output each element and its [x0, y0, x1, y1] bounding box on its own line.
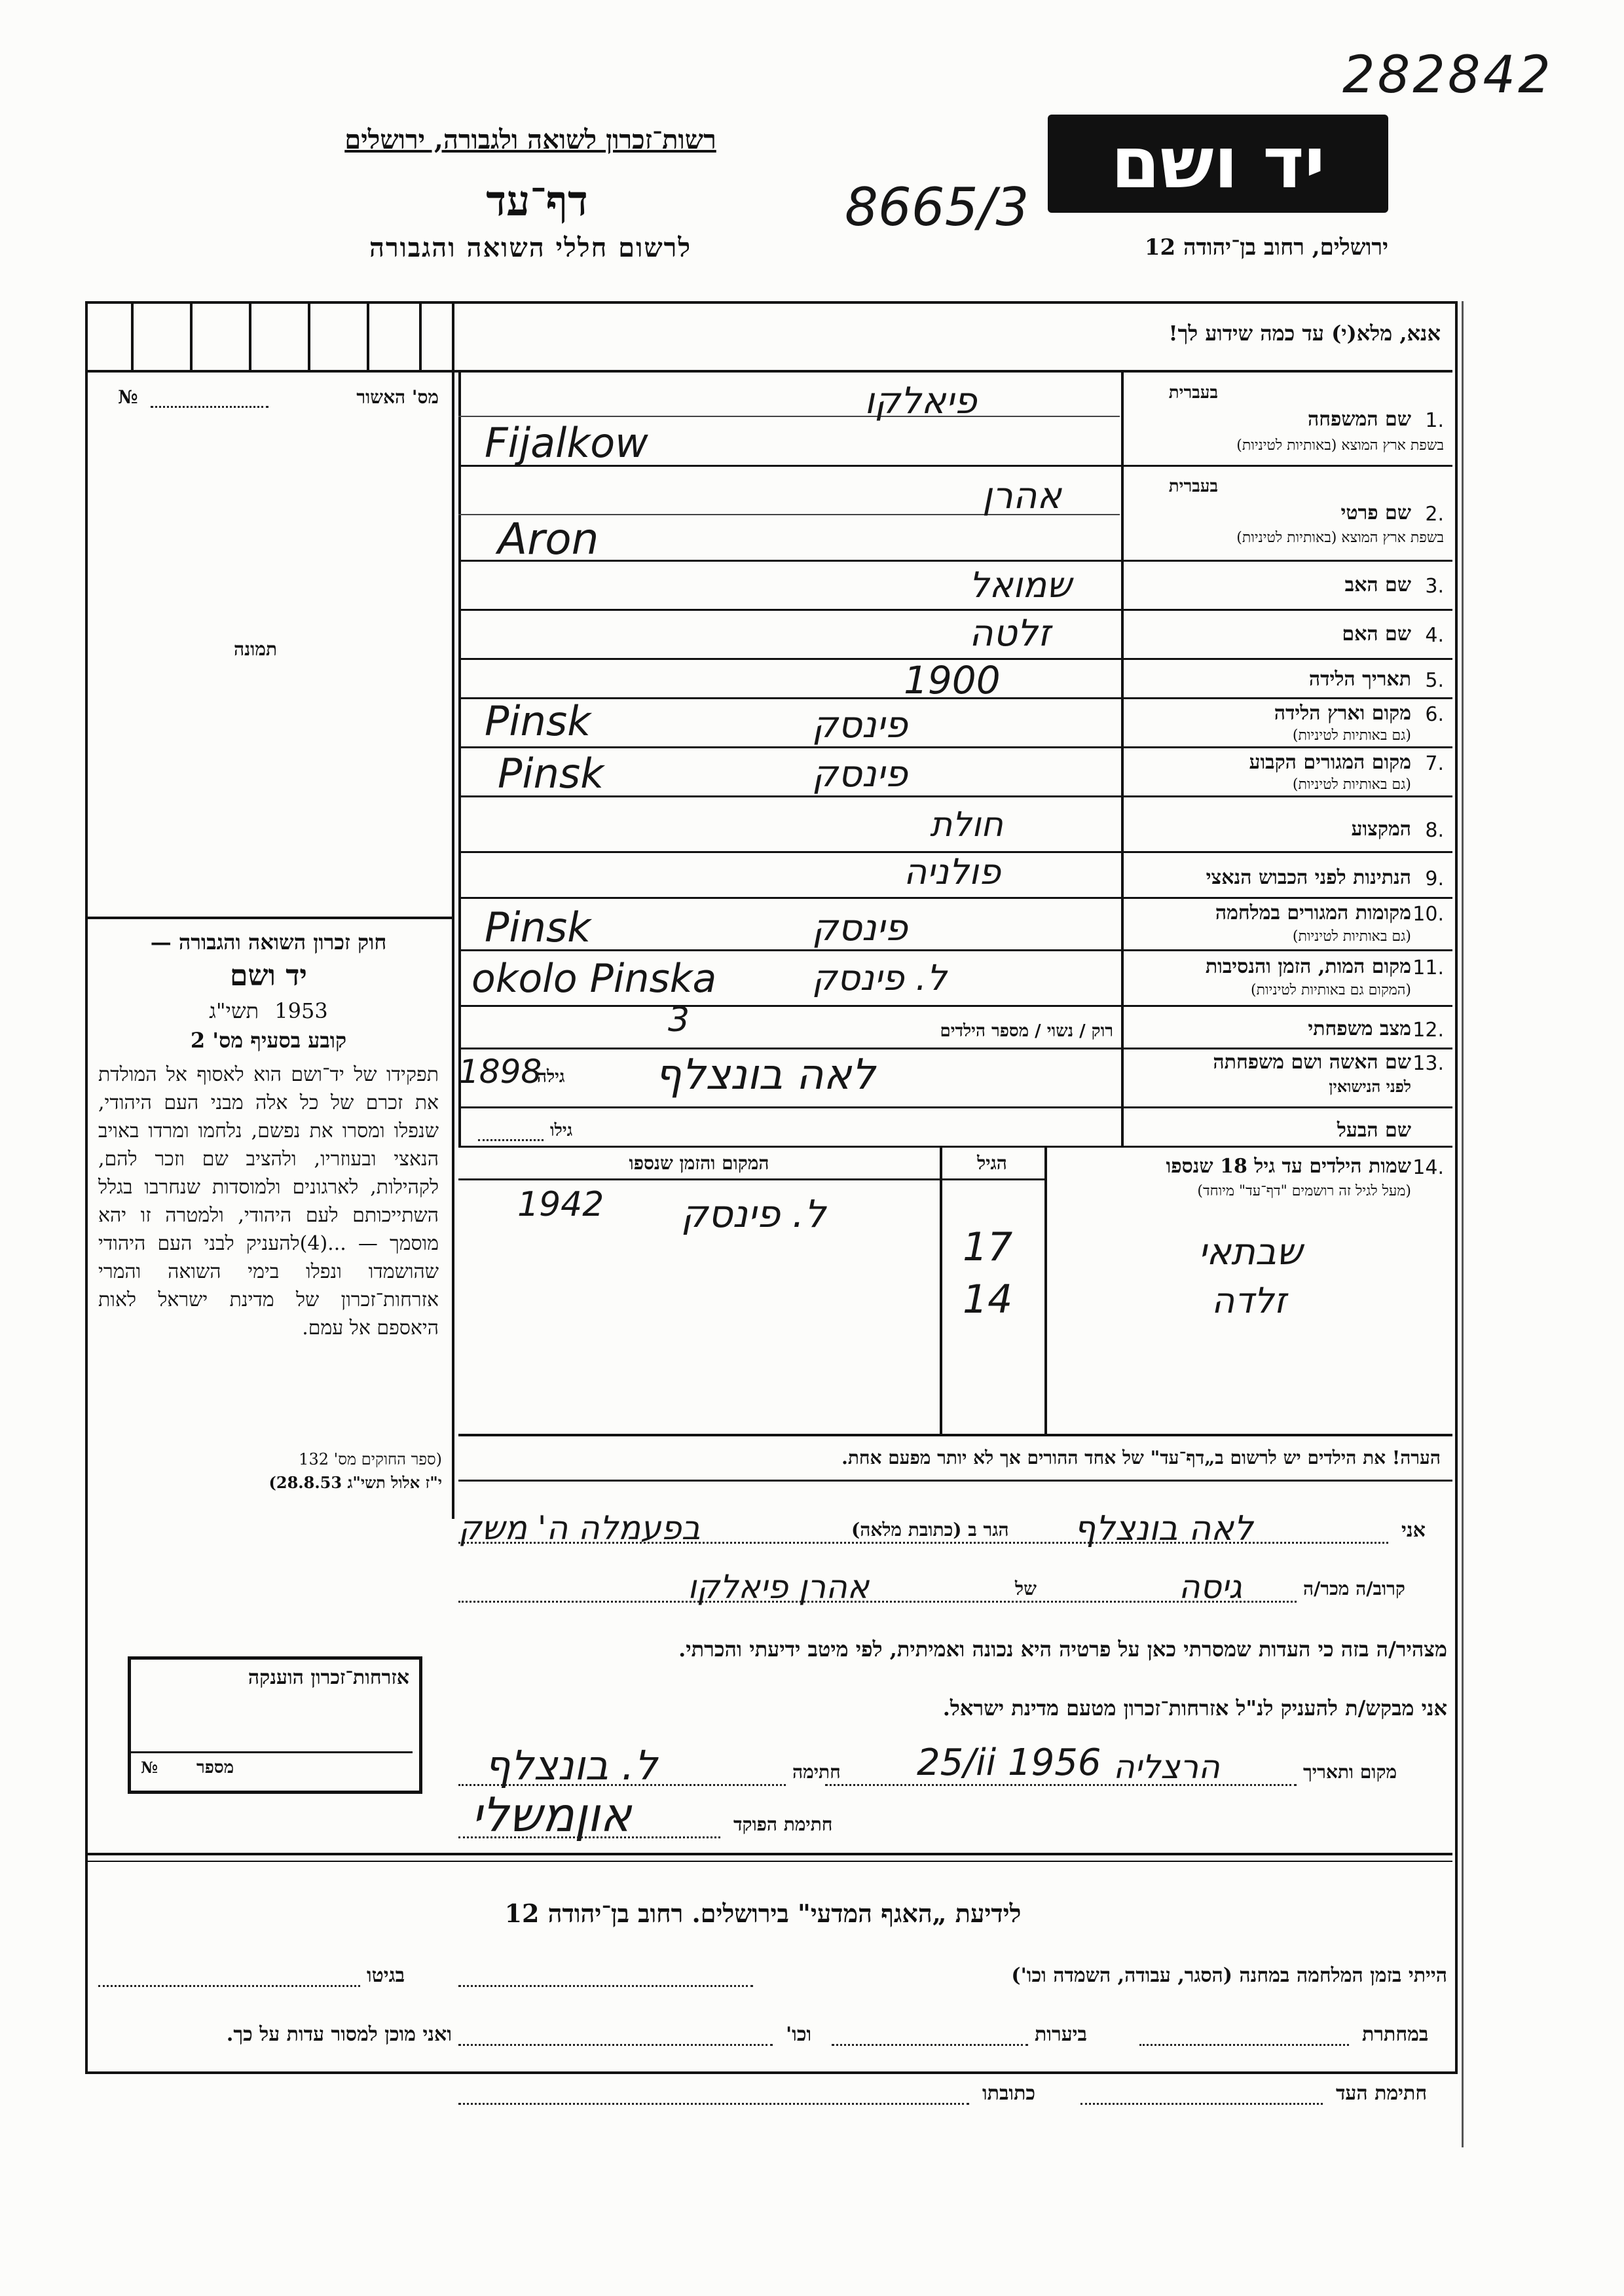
field-11-sub: (המקום גם באותיות לטיניות) [1251, 982, 1411, 998]
signature-line [458, 1784, 786, 1786]
row-line [458, 1106, 1452, 1108]
children-place-he[interactable]: ל. פינסק [681, 1192, 826, 1236]
value-wartime-latin[interactable]: Pinsk [485, 903, 591, 951]
logo [1048, 115, 1388, 213]
field-13-sub: לפני הנישואין [1329, 1077, 1411, 1096]
field-6-sub: (גם באותיות לטיניות) [1292, 727, 1411, 744]
value-given-latin[interactable]: Aron [498, 514, 599, 564]
husband-label: שם הבעל [1337, 1119, 1411, 1142]
photo-frame-tick [308, 301, 310, 370]
field-12-num: 12. [1412, 1019, 1444, 1042]
law-year-he: תשי"ג [209, 998, 259, 1023]
approval-no-sign: № [118, 386, 138, 408]
value-profession[interactable]: חולת [930, 805, 1003, 845]
instruction-text: אנא, מלא(י) עד כמה שידוע לך! [1168, 321, 1441, 346]
relative-label: קרוב/ה מכר/ה [1303, 1578, 1405, 1599]
row-line [458, 746, 1452, 748]
husband-age-field[interactable] [478, 1139, 544, 1141]
child-name-2[interactable]: זלדה [1211, 1280, 1287, 1321]
form-title: דף־עד [486, 177, 588, 226]
field-2-label: שם פרטי [1340, 501, 1411, 524]
field-1-tag: בעברית [1168, 383, 1218, 403]
field-8-label: המקצוע [1351, 818, 1411, 841]
field-father-name [1126, 563, 1447, 609]
children-col-line [940, 1146, 942, 1434]
field-8-num: 8. [1425, 819, 1444, 842]
value-wife-name[interactable]: לאה בונצלף [655, 1051, 876, 1099]
law-year [95, 998, 442, 1023]
field-4-num: 4. [1425, 624, 1444, 647]
citizenship-number-line [131, 1751, 413, 1753]
forests-field[interactable] [832, 2044, 1028, 2046]
field-7-sub: (גם באותיות לטיניות) [1292, 776, 1411, 793]
labels-column-divider [1121, 370, 1124, 1146]
value-family-he[interactable]: פיאלקו [864, 380, 977, 422]
law-ref-1: (ספר החוקים מס' 132 [299, 1450, 442, 1468]
approval-label: מס' האשור [356, 386, 439, 408]
value-birth-place-he[interactable]: פינסק [812, 704, 908, 746]
children-separator [458, 1434, 1452, 1436]
field-given-name [1126, 471, 1447, 560]
law-name: יד ושם [230, 959, 307, 993]
citizenship-no-sign: № [141, 1758, 158, 1777]
value-mother[interactable]: זלטה [969, 612, 1051, 655]
header-address: ירושלים, רחוב בן־יהודה 12 [1144, 234, 1388, 261]
declare-text: מצהיר/ה בזה כי העדות שמסרתי כאן על פרטיה היא נכונה ואמיתית, לפי מיטב ידיעתי והכרתי. [678, 1637, 1447, 1662]
field-nationality [1126, 854, 1447, 897]
law-clause: קובע בסעיף מס' 2 [190, 1028, 347, 1053]
relation-value[interactable]: גיסה [1179, 1568, 1242, 1606]
signature-value[interactable]: ל. בונצלף [485, 1741, 657, 1789]
info-line1-a: הייתי בזמן המלחמה במחנה (הסגר, עבודה, השמדה וכו') [1011, 1964, 1447, 1987]
field-10-label: מקומות המגורים במלחמה [1215, 902, 1411, 924]
declarant-line [458, 1542, 1388, 1544]
row-line [458, 1048, 1452, 1049]
place-date-line [825, 1784, 1297, 1786]
law-body: תפקידו של יד־ושם הוא לאסוף אל המולדת את זכרם של כל אלה מבני העם היהודי, שנפלו ומסרו את נפשם, נלחמו ומרדו באויב הנאצי ובעוזריו, ולהציב שם וזכר להם, לקהילות, לארגונים ולמוסדות שנחרבו בגלל השתייכותם לעם היהודי, ולמטרה זו יהא מוסמך — ...(4)להעניק לבני העם היהודי שהושמדו ונפלו בימי השואה והמרי אזרחות־זכרון של מדינת ישראל לאות היאספם אל עמם. [98, 1063, 439, 1339]
field-9-num: 9. [1425, 867, 1444, 890]
form-subtitle: לרשום חללי השואה והגבורה [369, 232, 692, 263]
info-line2-c: וכו' [786, 2023, 812, 2046]
field-13-label: שם האשה ושם משפחתה [1213, 1051, 1411, 1074]
children-col-place: המקום והזמן שנספו [629, 1152, 769, 1174]
declarant-address[interactable]: בפעמלה ה' משק [458, 1509, 701, 1547]
field-5-label: תאריך הלידה [1308, 668, 1411, 691]
row-line [458, 560, 1452, 562]
field-9-label: הנתינות לפני הכבוש הנאצי [1206, 866, 1411, 889]
value-residence-latin[interactable]: Pinsk [498, 750, 604, 797]
field-wartime-residence [1126, 900, 1447, 949]
children-note: הערה! את הילדים יש לרשום ב„דף־עד" של אחד ההורים אך לא יותר מפעם אחת. [841, 1447, 1441, 1468]
field-4-label: שם האם [1342, 623, 1411, 646]
field-2-sub: בשפת ארץ המוצא (באותיות לטיניות) [1236, 530, 1444, 546]
field-1-label: שם המשפחה [1307, 408, 1411, 431]
info-line1-b: בגיטו [367, 1964, 405, 1987]
field-14-num: 14. [1412, 1156, 1444, 1179]
note-line [458, 1480, 1452, 1482]
child-name-1[interactable]: שבתאי [1198, 1231, 1302, 1273]
value-wartime-he[interactable]: פינסק [812, 907, 908, 949]
field-mother-name [1126, 612, 1447, 658]
field-residence [1126, 750, 1447, 795]
citizenship-title: אזרחות־זכרון הוענקה [248, 1666, 409, 1689]
law-box-separator [85, 917, 454, 919]
resident-label: הגר ב (כתובת מלאה) [851, 1519, 1009, 1540]
field-10-sub: (גם באותיות לטיניות) [1292, 928, 1411, 945]
children-subtitle: (מעל לגיל זה רושמים "דף־עד" מיוחד) [1197, 1183, 1411, 1199]
value-nationality[interactable]: פולניה [904, 851, 1001, 892]
date-value[interactable]: 25/ii 1956 [917, 1741, 1101, 1784]
camp-field[interactable] [458, 1985, 753, 1987]
officer-line [458, 1836, 720, 1838]
field-7-num: 7. [1425, 752, 1444, 775]
value-wife-age[interactable]: 1898 [458, 1053, 542, 1091]
field-birth-date [1126, 661, 1447, 697]
info-heading: לידיעת „האגף המדעי" בירושלים. רחוב בן־יהודה 12 [504, 1899, 1022, 1928]
info-line3-b: כתובתו [982, 2082, 1036, 2105]
wife-age-label: גילה [537, 1067, 565, 1087]
value-death-latin[interactable]: okolo Pinska [471, 956, 717, 1002]
children-header-line [458, 1178, 1044, 1180]
relation-line [458, 1601, 1297, 1603]
info-line3-a: חתימת העד [1336, 2082, 1428, 2105]
row-line [458, 949, 1452, 951]
underground-field[interactable] [1139, 2044, 1349, 2046]
children-header [1051, 1152, 1447, 1205]
value-birth-place-latin[interactable]: Pinsk [485, 697, 591, 745]
officer-signature[interactable]: אוןמשלי [471, 1787, 632, 1842]
row-line [458, 609, 1452, 611]
field-2-tag: בעברית [1168, 477, 1218, 496]
archive-number: 282842 [1342, 46, 1553, 105]
info-line2-b: ביערות [1035, 2023, 1088, 2046]
field-11-label: מקום המות, הזמן והנסיבות [1205, 955, 1411, 978]
officer-label: חתימת הפוקד [733, 1813, 833, 1835]
photo-label[interactable]: תמונה [233, 638, 278, 660]
info-line2-a: במחתרת [1362, 2023, 1429, 2046]
value-father[interactable]: שמואל [969, 564, 1072, 606]
field-profession [1126, 802, 1447, 851]
field-3-num: 3. [1425, 575, 1444, 598]
photo-frame-tick [367, 301, 369, 370]
photo-frame-tick [190, 301, 193, 370]
of-name[interactable]: אהרן פיאלקו [688, 1568, 870, 1606]
children-col-line [1044, 1146, 1047, 1434]
field-family-name [1126, 376, 1447, 465]
field-death-place [1126, 953, 1447, 1005]
field-3-label: שם האב [1344, 574, 1411, 596]
children-title: שמות הילדים עד גיל 18 שנספו [1166, 1155, 1411, 1178]
logo-text: יד ושם [1111, 122, 1325, 204]
law-year-num: 1953 [274, 998, 328, 1023]
value-family-latin[interactable]: Fijalkow [485, 419, 648, 467]
signature-label: חתימה [792, 1761, 841, 1783]
field-husband-name [1126, 1110, 1447, 1146]
value-column-divider [458, 370, 461, 1146]
value-given-he[interactable]: אהרן [982, 475, 1061, 517]
children-place-year[interactable]: 1942 [517, 1185, 604, 1224]
left-column-divider [452, 301, 454, 1519]
value-children-count[interactable]: 3 [668, 1000, 690, 1040]
witness-signature-field[interactable] [1080, 2103, 1323, 2105]
ghetto-field[interactable] [98, 1985, 360, 1987]
field-marital-status [1126, 1008, 1447, 1048]
bottom-section-line-inner [85, 1861, 1452, 1862]
latin-line [458, 416, 1120, 417]
value-death-he[interactable]: ל. פינסק [812, 957, 947, 998]
field-6-label: מקום וארץ הלידה [1274, 702, 1411, 725]
field-5-num: 5. [1425, 669, 1444, 692]
field-birth-place [1126, 701, 1447, 746]
marital-inline-labels: רוק / נשוי / מספר הילדים [940, 1021, 1113, 1041]
row-line [458, 1146, 1452, 1148]
place-value[interactable]: הרצליה [1113, 1748, 1220, 1786]
field-2-num: 2. [1425, 503, 1444, 526]
authority-title: רשות־זכרון לשואה ולגבורה, ירושלים [344, 124, 716, 155]
etc-field[interactable] [458, 2044, 773, 2046]
header-row-line [85, 370, 1452, 373]
law-ref-2: י"ז אלול תשי"ג 28.8.53) [268, 1473, 442, 1492]
photo-frame-tick [131, 301, 134, 370]
field-wife-name [1126, 1051, 1447, 1106]
children-col-age: הגיל [977, 1152, 1007, 1174]
field-1-num: 1. [1425, 409, 1444, 432]
law-title: חוק זכרון השואה והגבורה — [150, 930, 387, 955]
declaration-i: אני [1401, 1519, 1426, 1542]
row-line [458, 1005, 1452, 1007]
info-line2-d: ואני מוכן למסור עדות על כך. [226, 2023, 452, 2046]
scan-edge-right [1462, 301, 1464, 2147]
child-age-1[interactable]: 17 [963, 1224, 1013, 1270]
approval-field[interactable] [151, 406, 268, 408]
husband-age-label: גילו [550, 1121, 573, 1140]
field-10-num: 10. [1412, 903, 1444, 926]
citizenship-number-label: מספר [196, 1758, 234, 1777]
field-12-label: מצב משפחתי [1308, 1017, 1411, 1040]
declarant-name[interactable]: לאה בונצלף [1074, 1509, 1253, 1548]
field-13-num: 13. [1412, 1052, 1444, 1075]
photo-frame-tick [249, 301, 251, 370]
file-number: 8665/3 [845, 177, 1029, 238]
row-line [458, 897, 1452, 899]
of-label: של [1015, 1578, 1037, 1599]
field-11-num: 11. [1412, 957, 1444, 979]
value-residence-he[interactable]: פינסק [812, 753, 908, 795]
request-text: אני מבקש/ת להעניק לנ"ל אזרחות־זכרון מטעם מדינת ישראל. [942, 1696, 1447, 1721]
photo-frame-tick [419, 301, 422, 370]
bottom-section-line [85, 1853, 1452, 1855]
field-6-num: 6. [1425, 703, 1444, 726]
value-birth-date[interactable]: 1900 [904, 658, 1001, 702]
row-line [458, 795, 1452, 797]
field-1-sub: בשפת ארץ המוצא (באותיות לטיניות) [1236, 437, 1444, 454]
witness-address-field[interactable] [458, 2103, 969, 2105]
child-age-2[interactable]: 14 [963, 1277, 1013, 1322]
field-7-label: מקום המגורים הקבוע [1249, 751, 1411, 774]
place-date-label: מקום ותאריך [1303, 1761, 1397, 1783]
